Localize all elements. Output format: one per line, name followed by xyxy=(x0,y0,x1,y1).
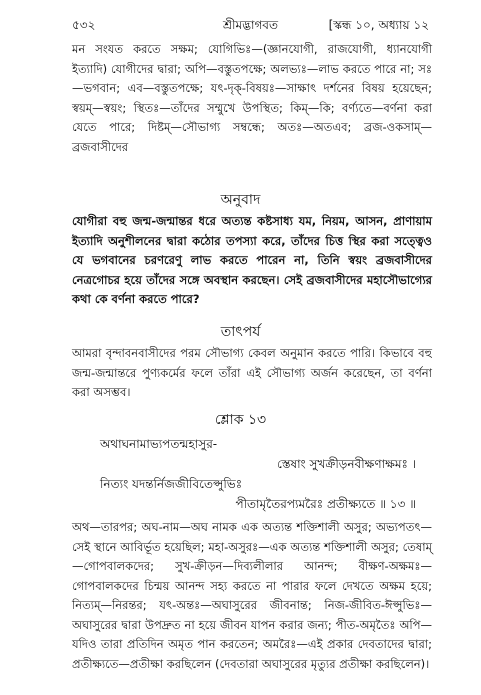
synonyms-bottom: অথ—তারপর; অঘ-নাম—অঘ নামক এক অত্যন্ত শক্তিশালী অসুর; অভ্যপতৎ—সেই স্থানে আবির্ভূত হয়েছিল; মহা-অসুরঃ—এক অত্যন্ত শক্তিশালী অসুর; তেষাম্—গোপবালকদের; সুখ-ক্রীড়ন—দিব্যলীলার আনন্দ; বীক্ষণ-অক্ষমঃ—গোপবালকদের চিন্ময় আনন্দ সহ্য করতে না পারার ফলে দেখতে অক্ষম হয়ে; নিত্যম্—নিরন্তর; যৎ-অন্তঃ—অঘাসুরের জীবনান্ত; নিজ-জীবিত-ঈপ্সুভিঃ—অঘাসুরের দ্বারা উপদ্রুত না হয়ে জীবন যাপন করার জন্য; পীত-অমৃতৈঃ অপি—যদিও তারা প্রতিদিন অমৃত পান করতেন; অমরৈঃ—এই প্রকার দেবতাদের দ্বারা; প্রতীক্ষ্যতে—প্রতীক্ষা করছিলেন (দেবতারা অঘাসুরের মৃত্যুর প্রতীক্ষা করছিলেন)। xyxy=(72,520,432,671)
translation-text: যোগীরা বহু জন্ম-জন্মান্তর ধরে অত্যন্ত কষ্টসাধ্য যম, নিয়ম, আসন, প্রাণায়াম ইত্যাদি অনুশীলনের দ্বারা কঠোর তপস্যা করে, তাঁদের চিত্ত স্থির করা সত্ত্বেও যে ভগবানের চরণরেণু লাভ করতে পারেন না, তিনি স্বয়ং ব্রজবাসীদের নেত্রগোচর হয়ে তাঁদের সঙ্গে অবস্থান করছেন। সেই ব্রজবাসীদের মহাসৌভাগ্যের কথা কে বর্ণনা করতে পারে? xyxy=(72,214,432,306)
purport-heading: তাৎপর্য xyxy=(220,324,261,340)
page-number: ৫৩২ xyxy=(72,18,96,32)
verse-block xyxy=(100,434,416,514)
verse-line: অথাঘনামাভ্যপতন্মহাসুর- xyxy=(100,437,218,451)
book-title: শ্রীমদ্ভাগবত xyxy=(222,18,278,32)
verse-heading: শ্লোক ১৩ xyxy=(214,412,267,428)
verse-line: স্তেষাং সুখক্রীড়নবীক্ষণাক্ষমঃ । xyxy=(276,457,416,471)
verse-line: পীতামৃতৈরপ্যমরৈঃ প্রতীক্ষ্যতে ॥ ১৩ ॥ xyxy=(235,497,416,511)
verse-line: নিত্যং যদন্তর্নিজজীবিতেপ্সুভিঃ xyxy=(100,477,243,491)
purport-text: আমরা বৃন্দাবনবাসীদের পরম সৌভাগ্য কেবল অনুমান করতে পারি। কিভাবে বহু জন্ম-জন্মান্তরে পুণ্যকর্মের ফলে তাঁরা এই সৌভাগ্য অর্জন করেছেন, তা বর্ণনা করা অসম্ভব। xyxy=(72,346,432,399)
synonyms-top: মন সংযত করতে সক্ষম; যোগিভিঃ—(জ্ঞানযোগী, রাজযোগী, ধ্যানযোগী ইত্যাদি) যোগীদের দ্বারা; অপি—বস্তুতপক্ষে; অলভ্যঃ—লাভ করতে পারে না; সঃ—ভগবান; এব—বস্তুতপক্ষে; যৎ-দৃক্-বিষয়ঃ—সাক্ষাৎ দর্শনের বিষয় হয়েছেন; স্বয়ম্—স্বয়ং; স্থিতঃ—তাঁদের সম্মুখে উপস্থিত; কিম্—কি; বর্ণ্যতে—বর্ণনা করা যেতে পারে; দিষ্টম্—সৌভাগ্য সম্বন্ধে; অতঃ—অতএব; ব্রজ-ওকসাম্—ব্রজবাসীদের xyxy=(72,42,432,154)
chapter-reference: [স্কন্ধ ১০, অধ্যায় ১২ xyxy=(328,18,429,32)
translation-heading: অনুবাদ xyxy=(220,192,261,208)
page-header xyxy=(72,16,429,34)
